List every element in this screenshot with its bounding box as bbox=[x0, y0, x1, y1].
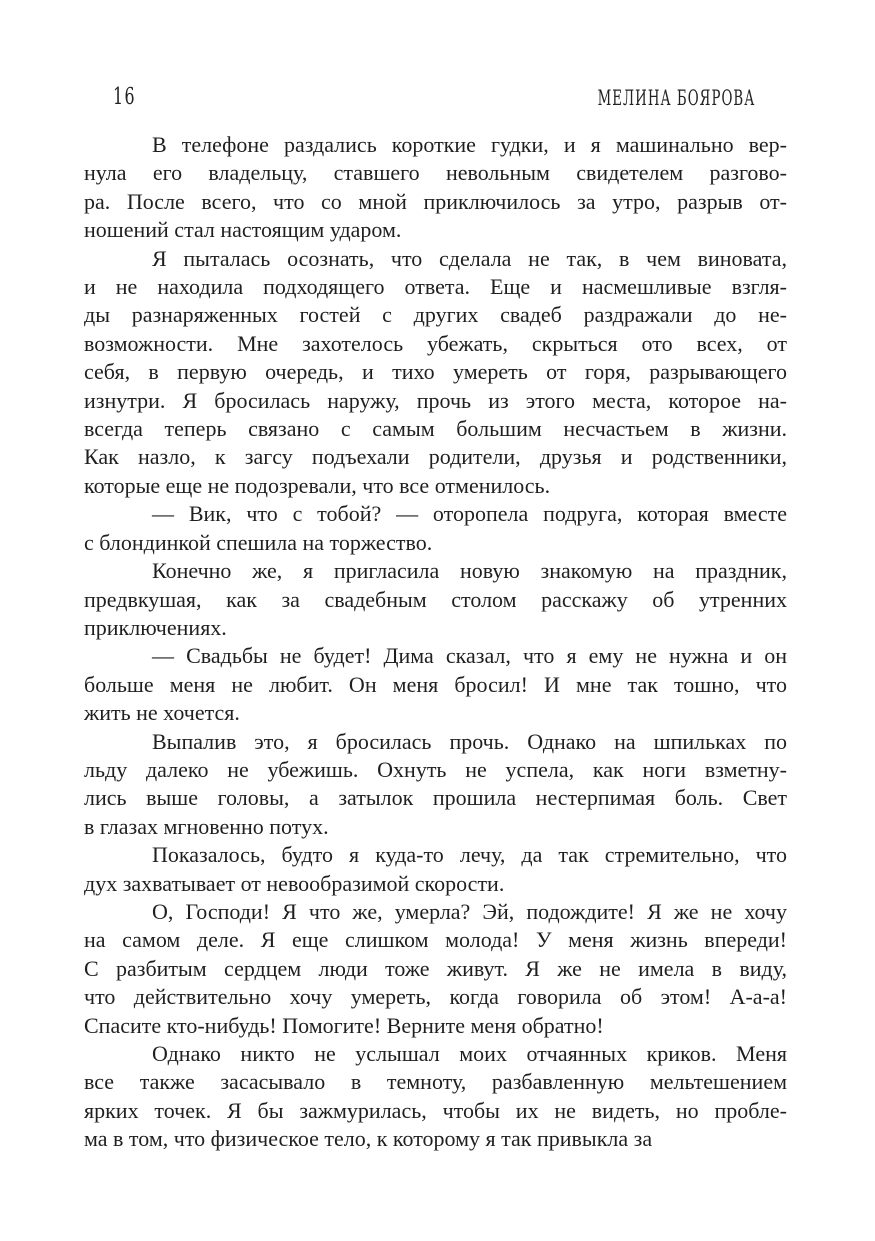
text-line: все также засасывало в темноту, разбавленную мельтешением bbox=[84, 1069, 787, 1095]
text-line: Я пыталась осознать, что сделала не так, в чем виновата, bbox=[152, 245, 787, 271]
text-line: больше меня не любит. Он меня бросил! И мне так тошно, что bbox=[84, 671, 787, 697]
text-line: Однако никто не услышал моих отчаянных криков. Меня bbox=[152, 1041, 787, 1066]
body-text bbox=[84, 131, 787, 1154]
text-line: Выпалив это, я бросилась прочь. Однако на шпильках по bbox=[152, 728, 787, 754]
text-line: и не находила подходящего ответа. Еще и насмешливые взгля- bbox=[84, 274, 787, 300]
text-line: нула его владельцу, ставшего невольным свидетелем разгово- bbox=[84, 160, 787, 186]
paragraph bbox=[84, 245, 787, 501]
text-line: с блондинкой спешила на торжество. bbox=[84, 529, 433, 555]
text-line: О, Господи! Я что же, умерла? Эй, подождите! Я же не хочу bbox=[152, 898, 787, 924]
page-header bbox=[0, 83, 875, 112]
text-line: всегда теперь связано с самым большим несчастьем в жизни. bbox=[84, 416, 787, 442]
paragraph bbox=[84, 898, 787, 1040]
text-line: Показалось, будто я куда-то лечу, да так стремительно, что bbox=[152, 842, 787, 868]
text-line: дух захватывает от невообразимой скорости. bbox=[84, 870, 505, 896]
paragraph bbox=[84, 728, 787, 842]
text-line: жить не хочется. bbox=[84, 700, 240, 726]
text-line: ношений стал настоящим ударом. bbox=[84, 217, 402, 243]
text-line: лись выше головы, а затылок прошила нестерпимая боль. Свет bbox=[84, 785, 787, 811]
text-line: предвкушая, как за свадебным столом расскажу об утренних bbox=[84, 586, 787, 612]
text-line: Конечно же, я пригласила новую знакомую на праздник, bbox=[152, 558, 787, 584]
text-line: приключениях. bbox=[84, 614, 227, 640]
paragraph bbox=[84, 642, 787, 727]
text-line: на самом деле. Я еще слишком молода! У меня жизнь впереди! bbox=[84, 927, 787, 953]
text-line: — Вик, что с тобой? — оторопела подруга, которая вместе bbox=[152, 501, 787, 527]
paragraph bbox=[84, 131, 787, 245]
text-line: С разбитым сердцем люди тоже живут. Я же не имела в виду, bbox=[84, 955, 787, 981]
text-line: в глазах мгновенно потух. bbox=[84, 813, 329, 839]
text-line: что действительно хочу умереть, когда говорила об этом! А-а-а! bbox=[84, 984, 787, 1010]
text-line: себя, в первую очередь, и тихо умереть от горя, разрывающего bbox=[84, 359, 787, 385]
paragraph bbox=[84, 500, 787, 557]
text-line: Спасите кто-нибудь! Помогите! Верните меня обратно! bbox=[84, 1012, 604, 1038]
text-line: В телефоне раздались короткие гудки, и я машинально вер- bbox=[152, 132, 787, 157]
paragraph bbox=[84, 1040, 787, 1154]
paragraph bbox=[84, 557, 787, 642]
text-line: изнутри. Я бросилась наружу, прочь из этого места, которое на- bbox=[84, 387, 787, 413]
page-number: 16 bbox=[113, 83, 137, 111]
text-line: — Свадьбы не будет! Дима сказал, что я ему не нужна и он bbox=[152, 643, 787, 669]
text-line: ма в том, что физическое тело, к которому я так привыкла за bbox=[84, 1126, 653, 1152]
text-line: ды разнаряженных гостей с других свадеб раздражали до не- bbox=[84, 302, 787, 328]
text-line: ра. После всего, что со мной приключилось за утро, разрыв от- bbox=[84, 188, 787, 214]
text-line: которые еще не подозревали, что все отменилось. bbox=[84, 472, 551, 498]
text-line: льду далеко не убежишь. Охнуть не успела, как ноги взметну- bbox=[84, 756, 787, 782]
text-line: возможности. Мне захотелось убежать, скрыться ото всех, от bbox=[84, 330, 787, 356]
text-line: ярких точек. Я бы зажмурилась, чтобы их не видеть, но пробле- bbox=[84, 1097, 787, 1123]
running-head-author: МЕЛИНА БОЯРОВА bbox=[597, 85, 755, 111]
paragraph bbox=[84, 841, 787, 898]
text-line: Как назло, к загсу подъехали родители, друзья и родственники, bbox=[84, 444, 787, 470]
